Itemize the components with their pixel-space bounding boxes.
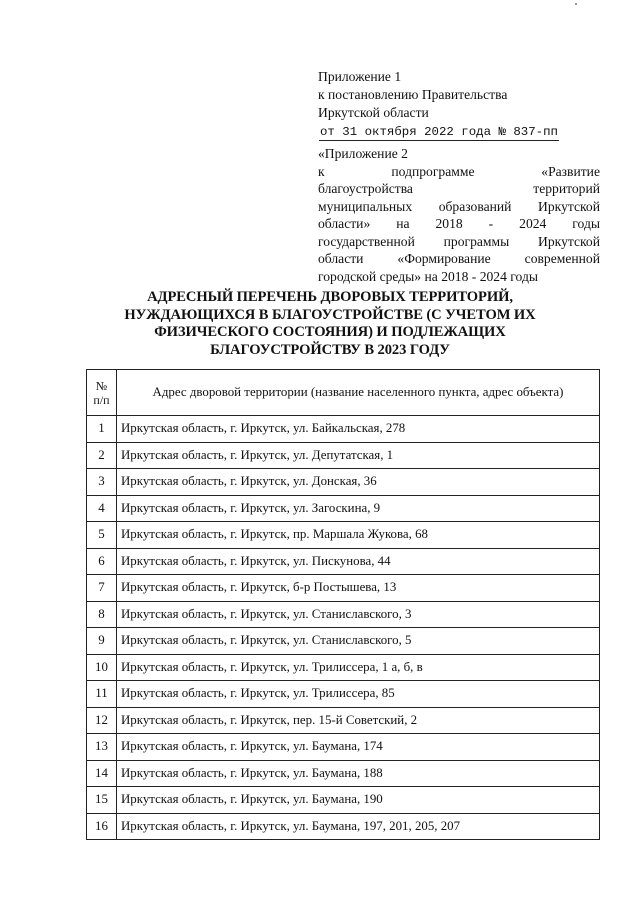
table-row bbox=[87, 469, 600, 496]
table-header-row bbox=[87, 370, 600, 416]
decree-stamp: от 31 октября 2022 года № 837-пп bbox=[320, 125, 558, 139]
row-address: Иркутская область, г. Иркутск, б-р Постышева, 13 bbox=[117, 575, 600, 602]
annex-2-line: городской среды» на 2018 - 2024 годы bbox=[318, 268, 538, 284]
row-address: Иркутская область, г. Иркутск, ул. Байкальская, 278 bbox=[117, 416, 600, 443]
table-body bbox=[87, 416, 600, 840]
row-number: 8 bbox=[87, 601, 117, 628]
annex-1-region: Иркутской области bbox=[318, 105, 429, 120]
row-address: Иркутская область, г. Иркутск, ул. Баумана, 188 bbox=[117, 760, 600, 787]
row-address: Иркутская область, г. Иркутск, ул. Трилиссера, 85 bbox=[117, 681, 600, 708]
row-number: 10 bbox=[87, 654, 117, 681]
header-number-abbr: п/п bbox=[93, 392, 110, 407]
annex-1-title: Приложение 1 bbox=[318, 69, 402, 84]
scan-speck bbox=[575, 3, 577, 5]
row-number: 13 bbox=[87, 734, 117, 761]
row-number: 5 bbox=[87, 522, 117, 549]
table-row bbox=[87, 442, 600, 469]
table-row bbox=[87, 734, 600, 761]
row-address: Иркутская область, г. Иркутск, ул. Донская, 36 bbox=[117, 469, 600, 496]
row-address: Иркутская область, г. Иркутск, ул. Станиславского, 3 bbox=[117, 601, 600, 628]
row-number: 7 bbox=[87, 575, 117, 602]
annex-2-line: области» на 2018 - 2024 годы bbox=[318, 216, 600, 231]
row-address: Иркутская область, г. Иркутск, пер. 15-й Советский, 2 bbox=[117, 707, 600, 734]
annex-2-line: области «Формирование современной bbox=[318, 251, 600, 266]
document-title bbox=[100, 289, 560, 359]
address-table bbox=[86, 369, 600, 840]
table-row bbox=[87, 601, 600, 628]
annex-2-header bbox=[318, 145, 600, 285]
table-row bbox=[87, 787, 600, 814]
row-number: 6 bbox=[87, 548, 117, 575]
table-row bbox=[87, 681, 600, 708]
row-number: 3 bbox=[87, 469, 117, 496]
row-number: 11 bbox=[87, 681, 117, 708]
table-row bbox=[87, 548, 600, 575]
row-address: Иркутская область, г. Иркутск, ул. Баумана, 197, 201, 205, 207 bbox=[117, 813, 600, 840]
row-address: Иркутская область, г. Иркутск, ул. Загоскина, 9 bbox=[117, 495, 600, 522]
row-number: 2 bbox=[87, 442, 117, 469]
table-row bbox=[87, 813, 600, 840]
row-address: Иркутская область, г. Иркутск, ул. Трилиссера, 1 а, б, в bbox=[117, 654, 600, 681]
title-line: ФИЗИЧЕСКОГО СОСТОЯНИЯ) И ПОДЛЕЖАЩИХ bbox=[154, 324, 506, 341]
header-address: Адрес дворовой территории (название населенного пункта, адрес объекта) bbox=[117, 370, 600, 416]
table-row bbox=[87, 416, 600, 443]
annex-2-line: благоустройства территорий bbox=[318, 181, 600, 196]
annex-2-line: к подпрограмме «Развитие bbox=[318, 163, 600, 179]
header-number-symbol: № bbox=[95, 378, 108, 393]
annex-2-line: государственной программы Иркутской bbox=[318, 233, 600, 249]
row-address: Иркутская область, г. Иркутск, пр. Маршала Жукова, 68 bbox=[117, 522, 600, 549]
row-number: 12 bbox=[87, 707, 117, 734]
row-number: 14 bbox=[87, 760, 117, 787]
row-address: Иркутская область, г. Иркутск, ул. Баумана, 174 bbox=[117, 734, 600, 761]
title-line: АДРЕСНЫЙ ПЕРЕЧЕНЬ ДВОРОВЫХ ТЕРРИТОРИЙ, bbox=[147, 289, 513, 305]
row-address: Иркутская область, г. Иркутск, ул. Станиславского, 5 bbox=[117, 628, 600, 655]
title-line: БЛАГОУСТРОЙСТВУ В 2023 ГОДУ bbox=[210, 341, 450, 358]
annex-1-header bbox=[318, 68, 600, 141]
table-row bbox=[87, 628, 600, 655]
row-number: 15 bbox=[87, 787, 117, 814]
row-address: Иркутская область, г. Иркутск, ул. Депутатская, 1 bbox=[117, 442, 600, 469]
table-row bbox=[87, 760, 600, 787]
row-address: Иркутская область, г. Иркутск, ул. Баумана, 190 bbox=[117, 787, 600, 814]
table-row bbox=[87, 522, 600, 549]
table-row bbox=[87, 495, 600, 522]
table-row bbox=[87, 575, 600, 602]
title-line: НУЖДАЮЩИХСЯ В БЛАГОУСТРОЙСТВЕ (С УЧЕТОМ ИХ bbox=[124, 306, 536, 323]
row-number: 1 bbox=[87, 416, 117, 443]
row-number: 9 bbox=[87, 628, 117, 655]
row-number: 4 bbox=[87, 495, 117, 522]
annex-1-resolution: к постановлению Правительства bbox=[318, 87, 508, 102]
row-number: 16 bbox=[87, 813, 117, 840]
table-row bbox=[87, 707, 600, 734]
row-address: Иркутская область, г. Иркутск, ул. Пискунова, 44 bbox=[117, 548, 600, 575]
table-row bbox=[87, 654, 600, 681]
header-number bbox=[87, 370, 117, 416]
annex-2-line: «Приложение 2 bbox=[318, 146, 408, 161]
annex-2-line: муниципальных образований Иркутской bbox=[318, 198, 600, 214]
